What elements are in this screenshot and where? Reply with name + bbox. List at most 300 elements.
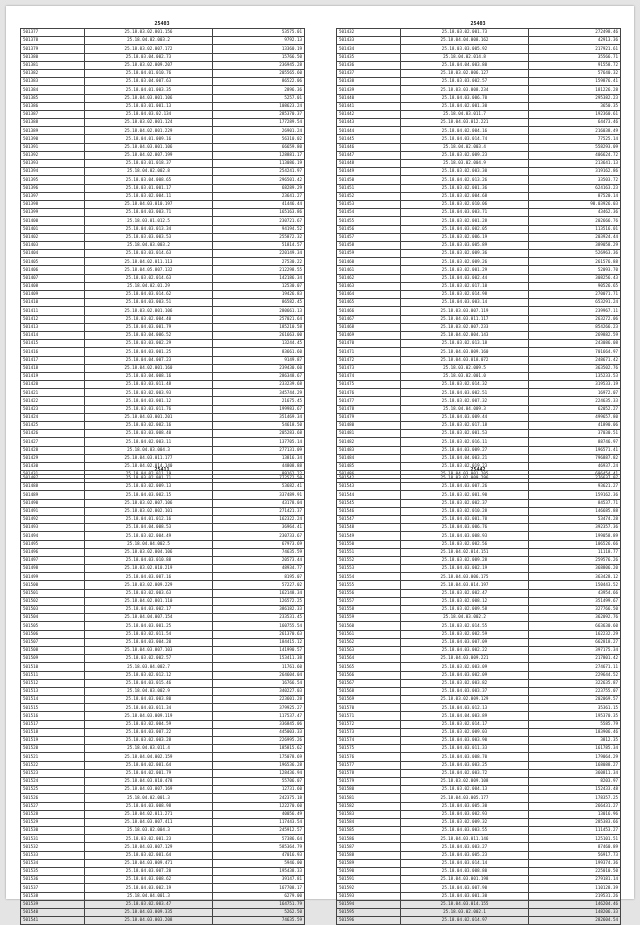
table-row [337, 422, 621, 430]
table-row [21, 565, 305, 573]
account-code-cell: 25.18.04.03.001.106 [85, 143, 213, 151]
row-number-cell: 501444 [337, 127, 401, 135]
row-number-cell: 501417 [21, 356, 85, 364]
amount-cell: 57386.64 [213, 835, 305, 843]
row-number-cell: 501537 [21, 884, 85, 892]
row-number-cell: 501491 [21, 507, 85, 515]
table-row [21, 37, 305, 45]
table-row [21, 446, 305, 454]
account-code-cell: 25.18.03.02.006.19 [401, 233, 529, 241]
table-row [21, 266, 305, 274]
table-row [21, 818, 305, 826]
row-number-cell: 501509 [21, 655, 85, 663]
amount-cell: 259576.26 [529, 556, 621, 564]
table-row [337, 200, 621, 208]
table-row [337, 491, 621, 499]
amount-cell: 47016.93 [213, 851, 305, 859]
amount-cell: 16766.54 [213, 679, 305, 687]
row-number-cell: 501426 [21, 430, 85, 438]
row-number-cell: 501391 [21, 143, 85, 151]
table-row [21, 69, 305, 77]
amount-cell: 272498.46 [529, 29, 621, 37]
table-row [337, 168, 621, 176]
account-code-cell: 25.18.04.03.007.28 [85, 868, 213, 876]
table-row [337, 638, 621, 646]
table-row [337, 614, 621, 622]
table-row [21, 769, 305, 777]
row-number-cell: 501530 [21, 827, 85, 835]
account-code-cell: 25.18.03.02.014.98 [401, 291, 529, 299]
account-code-cell: 25.18.04.03.001.25 [85, 622, 213, 630]
ledger-table [336, 474, 621, 925]
amount-cell: 46937.24 [529, 462, 621, 470]
row-number-cell: 501475 [337, 381, 401, 389]
row-number-cell: 501394 [21, 168, 85, 176]
account-code-cell: 25.18.03.02.004.68 [401, 192, 529, 200]
account-code-cell: 25.18.04.03.003.25 [401, 761, 529, 769]
table-row [21, 728, 305, 736]
account-code-cell: 25.18.03.02.007.106 [85, 499, 213, 507]
account-code-cell: 25.18.04.03.003.208 [85, 917, 213, 925]
row-number-cell: 501517 [21, 720, 85, 728]
amount-cell: 77525.14 [529, 135, 621, 143]
account-code-cell: 25.18.04.02.001.30 [401, 102, 529, 110]
amount-cell: 184415.12 [213, 638, 305, 646]
row-number-cell: 501438 [337, 78, 401, 86]
account-code-cell: 25.18.03.02.010.06 [401, 200, 529, 208]
table-row [337, 348, 621, 356]
amount-cell: 128881.17 [213, 151, 305, 159]
amount-cell: 57227.02 [213, 581, 305, 589]
row-number-cell: 501572 [337, 720, 401, 728]
account-code-cell: 25.18.03.03.003.53 [85, 233, 213, 241]
account-code-cell: 25.18.03.02.001.64 [85, 851, 213, 859]
block-title: 25411 [154, 467, 170, 473]
row-number-cell: 501425 [21, 422, 85, 430]
row-number-cell: 501507 [21, 638, 85, 646]
table-row [337, 720, 621, 728]
table-row [21, 630, 305, 638]
table-row [21, 827, 305, 835]
table-row [337, 818, 621, 826]
table-row [337, 712, 621, 720]
table-row [21, 94, 305, 102]
row-number-cell: 501522 [21, 761, 85, 769]
account-code-cell: 25.18.03.02.001.156 [85, 29, 213, 37]
amount-cell: 219531.26 [529, 892, 621, 900]
amount-cell: 217801.42 [529, 655, 621, 663]
amount-cell: 162148.34 [213, 589, 305, 597]
account-code-cell: 25.18.04.04.007.154 [85, 614, 213, 622]
row-number-cell: 501460 [337, 258, 401, 266]
row-number-cell: 501549 [337, 532, 401, 540]
amount-cell: 199983.67 [213, 405, 305, 413]
account-code-cell: 25.18.03.02.009.13 [85, 483, 213, 491]
table-row [21, 540, 305, 548]
row-number-cell: 501525 [21, 786, 85, 794]
row-number-cell: 501378 [21, 37, 85, 45]
table-row [21, 160, 305, 168]
amount-cell: 233531.45 [213, 614, 305, 622]
row-number-cell: 501532 [21, 843, 85, 851]
table-row [337, 794, 621, 802]
table-row [337, 192, 621, 200]
amount-cell: 150443.52 [529, 581, 621, 589]
amount-cell: 42913.36 [529, 37, 621, 45]
row-number-cell: 501456 [337, 225, 401, 233]
amount-cell: 56310.02 [213, 135, 305, 143]
amount-cell: 164751.79 [213, 900, 305, 908]
table-row [21, 810, 305, 818]
account-code-cell: 25.18.03.03.011.76 [85, 405, 213, 413]
account-code-cell: 25.18.04.03.003.27 [401, 843, 529, 851]
account-code-cell: 25.18.04.02.014.140 [85, 462, 213, 470]
account-code-cell: 25.18.03.02.001.23 [85, 835, 213, 843]
amount-cell: 285383.66 [529, 818, 621, 826]
row-number-cell: 501594 [337, 900, 401, 908]
table-row [21, 622, 305, 630]
amount-cell: 236945.28 [213, 61, 305, 69]
account-code-cell: 25.18.04.03.007.09 [401, 638, 529, 646]
row-number-cell: 501493 [21, 524, 85, 532]
account-code-cell: 25.18.04.03.02.134 [85, 110, 213, 118]
amount-cell: 223755.07 [529, 687, 621, 695]
row-number-cell: 501404 [21, 250, 85, 258]
account-code-cell: 25.18.03.02.016.11 [401, 438, 529, 446]
row-number-cell: 501430 [21, 462, 85, 470]
table-row [21, 483, 305, 491]
table-row [21, 843, 305, 851]
amount-cell: 280661.13 [213, 307, 305, 315]
table-row [337, 475, 621, 483]
account-code-cell: 25.18.03.02.007.32 [401, 397, 529, 405]
account-code-cell: 25.18.03.01.001.17 [85, 184, 213, 192]
row-number-cell: 501540 [21, 908, 85, 916]
row-number-cell: 501494 [21, 532, 85, 540]
row-number-cell: 501452 [337, 192, 401, 200]
row-number-cell: 501421 [21, 389, 85, 397]
row-number-cell: 501558 [337, 606, 401, 614]
table-row [337, 499, 621, 507]
table-row [337, 696, 621, 704]
amount-cell: 21675.45 [213, 397, 305, 405]
table-row [337, 753, 621, 761]
row-number-cell: 501579 [337, 777, 401, 785]
table-row [337, 884, 621, 892]
row-number-cell: 501412 [21, 315, 85, 323]
account-code-cell: 25.18.03.02.004.49 [85, 532, 213, 540]
amount-cell: 205283.68 [213, 430, 305, 438]
row-number-cell: 501470 [337, 340, 401, 348]
account-code-cell: 25.18.04.03.001.201 [85, 413, 213, 421]
account-code-cell: 25.18.03.03.005.89 [401, 241, 529, 249]
amount-cell: 20573.44 [213, 556, 305, 564]
table-row [21, 307, 305, 315]
amount-cell: 74635.59 [213, 917, 305, 925]
row-number-cell: 501578 [337, 769, 401, 777]
account-code-cell: 25.18.04.02.003.2 [85, 37, 213, 45]
row-number-cell: 501392 [21, 151, 85, 159]
row-number-cell: 501485 [337, 462, 401, 470]
row-number-cell: 501407 [21, 274, 85, 282]
amount-cell: 126572.25 [213, 597, 305, 605]
table-row [337, 515, 621, 523]
account-code-cell: 25.18.04.03.002.17 [85, 606, 213, 614]
table-row [337, 307, 621, 315]
amount-cell: 255872.32 [213, 233, 305, 241]
account-code-cell: 25.18.04.03.007.411 [85, 818, 213, 826]
account-code-cell: 25.18.03.02.009.296 [401, 475, 529, 483]
table-row [21, 200, 305, 208]
account-code-cell: 25.18.04.03.002.9 [85, 687, 213, 695]
row-number-cell: 501588 [337, 851, 401, 859]
row-number-cell: 501559 [337, 614, 401, 622]
row-number-cell: 501524 [21, 777, 85, 785]
account-code-cell: 25.18.04.03.003.51 [85, 299, 213, 307]
table-row [21, 515, 305, 523]
row-number-cell: 501448 [337, 160, 401, 168]
row-number-cell: 501422 [21, 397, 85, 405]
table-row [337, 274, 621, 282]
amount-cell: 257021.64 [213, 315, 305, 323]
table-row [21, 687, 305, 695]
table-row [21, 696, 305, 704]
row-number-cell: 501511 [21, 671, 85, 679]
amount-cell: 84537.71 [529, 499, 621, 507]
account-code-cell: 25.18.04.03.001.205 [401, 471, 529, 479]
row-number-cell: 501436 [337, 61, 401, 69]
row-number-cell: 501409 [21, 291, 85, 299]
table-row [337, 258, 621, 266]
table-row [21, 655, 305, 663]
table-row [21, 581, 305, 589]
amount-cell: 285370.37 [213, 110, 305, 118]
row-number-cell: 501474 [337, 372, 401, 380]
amount-cell: 56917.73 [529, 851, 621, 859]
account-code-cell: 25.18.03.02.014.63 [85, 274, 213, 282]
amount-cell: 89162.22 [213, 471, 305, 479]
account-code-cell: 25.18.03.02.004.3 [85, 827, 213, 835]
table-row [337, 687, 621, 695]
amount-cell: 108623.24 [213, 102, 305, 110]
table-row [337, 876, 621, 884]
row-number-cell: 501506 [21, 630, 85, 638]
table-row [21, 917, 305, 925]
account-code-cell: 25.18.04.03.002.19 [85, 884, 213, 892]
row-number-cell: 501523 [21, 769, 85, 777]
row-number-cell: 501531 [21, 835, 85, 843]
amount-cell: 162232.29 [529, 630, 621, 638]
amount-cell: 125101.51 [529, 835, 621, 843]
account-code-cell: 25.18.04.04.008.53 [85, 524, 213, 532]
table-row [21, 209, 305, 217]
table-row [21, 868, 305, 876]
account-code-cell: 25.18.04.03.003.90 [401, 737, 529, 745]
row-number-cell: 501551 [337, 548, 401, 556]
amount-cell: 13244.45 [213, 340, 305, 348]
account-code-cell: 25.18.04.03.011.146 [401, 835, 529, 843]
row-number-cell: 501411 [21, 307, 85, 315]
row-number-cell: 501386 [21, 102, 85, 110]
row-number-cell: 501544 [337, 491, 401, 499]
row-number-cell: 501573 [337, 728, 401, 736]
account-code-cell: 25.18.04.03.005.177 [401, 794, 529, 802]
table-row [21, 258, 305, 266]
account-code-cell: 25.18.04.04.003.89 [401, 712, 529, 720]
account-code-cell: 25.18.04.02.003.11 [85, 438, 213, 446]
amount-cell: 13816.34 [213, 454, 305, 462]
row-number-cell: 501389 [21, 127, 85, 135]
table-row [21, 315, 305, 323]
table-row [21, 78, 305, 86]
row-number-cell: 501592 [337, 884, 401, 892]
row-number-cell: 501498 [21, 565, 85, 573]
account-code-cell: 25.18.04.02.001.229 [85, 127, 213, 135]
account-code-cell: 25.18.04.03.011.177 [85, 454, 213, 462]
table-row [337, 438, 621, 446]
amount-cell: 264604.04 [213, 671, 305, 679]
account-code-cell: 25.18.04.03.003.71 [85, 209, 213, 217]
table-row [21, 548, 305, 556]
table-row [21, 507, 305, 515]
account-code-cell: 25.18.04.03.010.88 [85, 556, 213, 564]
account-code-cell: 25.18.03.01.018.37 [85, 160, 213, 168]
row-number-cell: 501533 [21, 851, 85, 859]
account-code-cell: 25.18.04.02.013.26 [401, 176, 529, 184]
account-code-cell: 25.18.04.02.001.64 [85, 761, 213, 769]
table-row [21, 135, 305, 143]
row-number-cell: 501405 [21, 258, 85, 266]
amount-cell: 3812.35 [529, 737, 621, 745]
table-row [21, 225, 305, 233]
amount-cell: 225010.50 [529, 868, 621, 876]
table-row [21, 589, 305, 597]
amount-cell: 5585.79 [529, 720, 621, 728]
amount-cell: 319533.19 [529, 381, 621, 389]
ledger-table [20, 474, 305, 925]
table-row [21, 176, 305, 184]
row-number-cell: 501385 [21, 94, 85, 102]
amount-cell: 183906.46 [529, 728, 621, 736]
account-code-cell: 25.18.04.03.009.335 [85, 908, 213, 916]
account-code-cell: 25.18.04.02.003.72 [401, 769, 529, 777]
amount-cell: 37030.51 [529, 430, 621, 438]
account-code-cell: 25.18.03.02.007.172 [85, 45, 213, 53]
amount-cell: 153411.38 [213, 655, 305, 663]
account-code-cell: 25.18.03.02.009.129 [401, 696, 529, 704]
account-code-cell: 25.18.04.03.007.26 [401, 483, 529, 491]
table-row [337, 86, 621, 94]
table-row [337, 728, 621, 736]
table-row [21, 61, 305, 69]
table-row [337, 135, 621, 143]
row-number-cell: 501482 [337, 438, 401, 446]
table-row [337, 110, 621, 118]
account-code-cell: 25.18.03.02.001.71 [85, 475, 213, 483]
amount-cell: 94194.52 [213, 225, 305, 233]
row-number-cell: 501483 [337, 446, 401, 454]
table-row [21, 29, 305, 37]
row-number-cell: 501450 [337, 176, 401, 184]
table-row [21, 761, 305, 769]
table-row [21, 475, 305, 483]
account-code-cell: 25.18.04.03.009.27 [401, 446, 529, 454]
table-row [21, 372, 305, 380]
amount-cell: 248671.42 [529, 356, 621, 364]
amount-cell: 64473.46 [529, 119, 621, 127]
amount-cell: 87460.89 [529, 843, 621, 851]
row-number-cell: 501387 [21, 110, 85, 118]
block-title: 25403 [154, 21, 170, 27]
amount-cell: 122270.60 [213, 802, 305, 810]
row-number-cell: 501433 [337, 37, 401, 45]
amount-cell: 286348.67 [213, 372, 305, 380]
account-code-cell: 25.18.03.02.002.37 [401, 499, 529, 507]
row-number-cell: 501502 [21, 597, 85, 605]
table-row [337, 646, 621, 654]
row-number-cell: 501445 [337, 135, 401, 143]
amount-cell: 86522.06 [213, 78, 305, 86]
row-number-cell: 501455 [337, 217, 401, 225]
row-number-cell: 501400 [21, 217, 85, 225]
amount-cell: 13360.19 [213, 45, 305, 53]
table-row [21, 737, 305, 745]
amount-cell: 340227.03 [213, 687, 305, 695]
account-code-cell: 25.18.04.03.014.14 [401, 859, 529, 867]
table-row [21, 704, 305, 712]
table-row [337, 209, 621, 217]
table-row [21, 454, 305, 462]
amount-cell: 624163.23 [529, 184, 621, 192]
account-code-cell: 25.18.03.04.007.63 [85, 78, 213, 86]
table-row [337, 176, 621, 184]
table-row [337, 900, 621, 908]
table-row [21, 835, 305, 843]
account-code-cell: 25.18.04.02.002.8 [85, 168, 213, 176]
amount-cell: 386182.33 [213, 606, 305, 614]
table-row [337, 53, 621, 61]
account-code-cell: 25.18.04.02.011.19 [85, 471, 213, 479]
table-row [21, 892, 305, 900]
account-code-cell: 25.18.04.03.002.2 [401, 614, 529, 622]
amount-cell: 62052.27 [529, 405, 621, 413]
table-row [21, 597, 305, 605]
amount-cell: 55706.07 [213, 777, 305, 785]
row-number-cell: 501416 [21, 348, 85, 356]
account-code-cell: 25.18.03.02.003.30 [401, 168, 529, 176]
account-code-cell: 25.18.04.03.004.3 [85, 446, 213, 454]
row-number-cell: 501428 [21, 446, 85, 454]
amount-cell: 585364.79 [213, 843, 305, 851]
account-code-cell: 25.18.04.03.014.197 [401, 581, 529, 589]
account-code-cell: 25.18.04.03.012.13 [401, 704, 529, 712]
table-row [337, 663, 621, 671]
row-number-cell: 501487 [21, 475, 85, 483]
table-row [337, 69, 621, 77]
amount-cell: 12530.07 [213, 282, 305, 290]
row-number-cell: 501451 [337, 184, 401, 192]
amount-cell: 319162.86 [529, 168, 621, 176]
row-number-cell: 501536 [21, 876, 85, 884]
amount-cell: 308256.43 [529, 274, 621, 282]
account-code-cell: 25.18.04.03.002.93 [401, 810, 529, 818]
account-code-cell: 25.18.04.04.002.5 [85, 540, 213, 548]
row-number-cell: 501562 [337, 638, 401, 646]
row-number-cell: 501419 [21, 372, 85, 380]
amount-cell: 6279.00 [213, 892, 305, 900]
row-number-cell: 501435 [337, 53, 401, 61]
account-code-cell: 25.18.04.04.009.3 [401, 405, 529, 413]
